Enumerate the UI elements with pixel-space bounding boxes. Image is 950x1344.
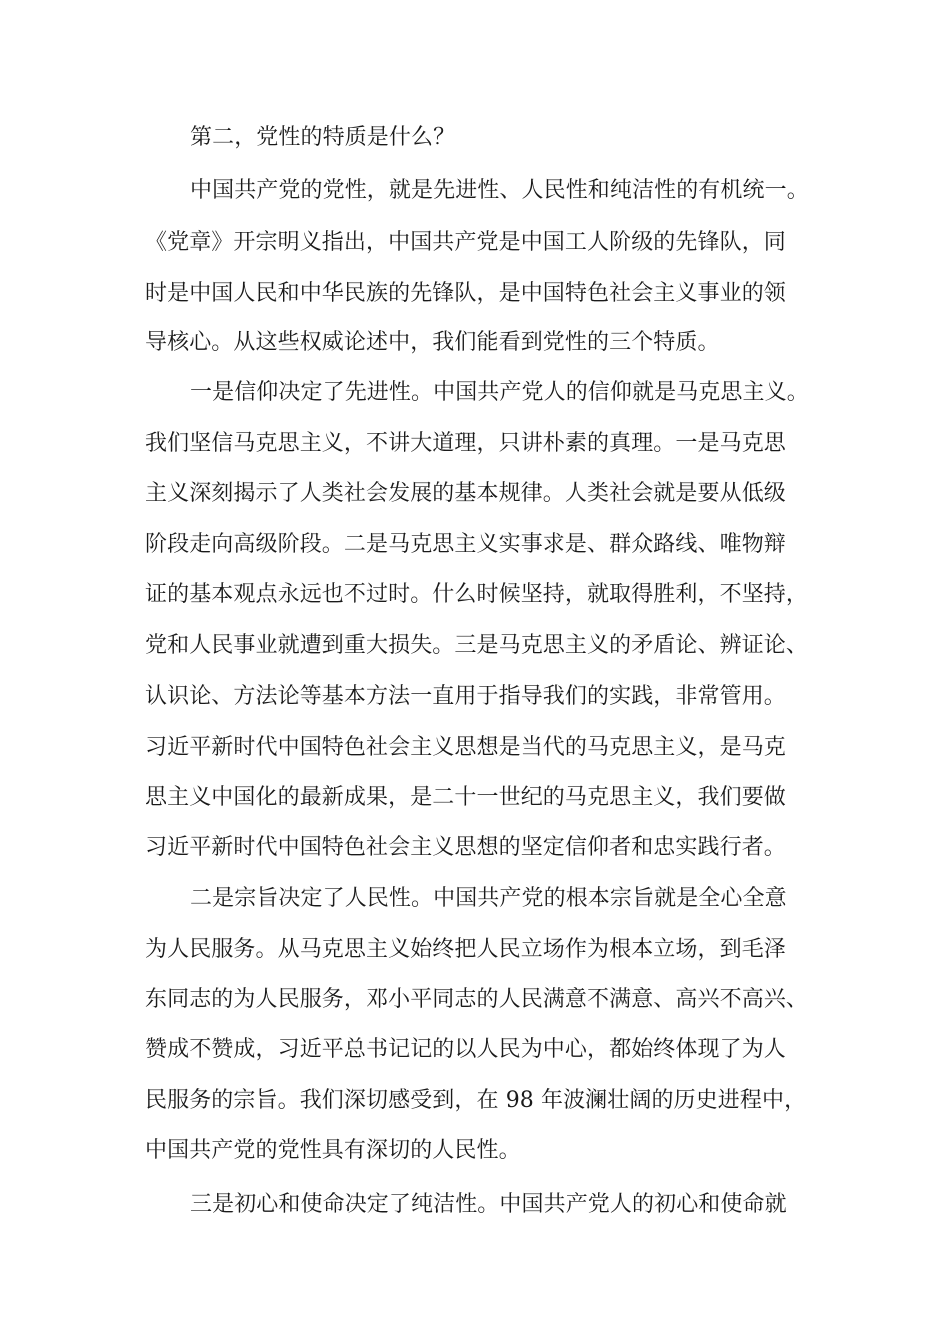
paragraph-line: 主义深刻揭示了人类社会发展的基本规律。人类社会就是要从低级 (145, 481, 786, 506)
paragraph-line: 《党章》开宗明义指出，中国共产党是中国工人阶级的先锋队，同 (145, 230, 786, 255)
paragraph-line: 认识论、方法论等基本方法一直用于指导我们的实践，非常管用。 (145, 684, 786, 709)
paragraph-line: 导核心。从这些权威论述中，我们能看到党性的三个特质。 (145, 330, 720, 355)
paragraph-line: 二是宗旨决定了人民性。中国共产党的根本宗旨就是全心全意 (190, 886, 787, 911)
paragraph-line: 我们坚信马克思主义，不讲大道理，只讲朴素的真理。一是马克思 (145, 431, 786, 456)
paragraph-line: 一是信仰决定了先进性。中国共产党人的信仰就是马克思主义。 (190, 380, 809, 405)
paragraph-line: 党和人民事业就遭到重大损失。三是马克思主义的矛盾论、辨证论、 (145, 633, 809, 658)
paragraph-line: 中国共产党的党性具有深切的人民性。 (145, 1138, 521, 1163)
paragraph-line: 三是初心和使命决定了纯洁性。中国共产党人的初心和使命就 (190, 1192, 787, 1217)
paragraph-line: 赞成不赞成，习近平总书记记的以人民为中心，都始终体现了为人 (145, 1037, 786, 1062)
section-heading: 第二，党性的特质是什么？ (190, 125, 456, 150)
paragraph-line: 阶段走向高级阶段。二是马克思主义实事求是、群众路线、唯物辩 (145, 532, 786, 557)
paragraph-line: 民服务的宗旨。我们深切感受到，在 98 年波澜壮阔的历史进程中， (145, 1088, 807, 1113)
paragraph-line: 证的基本观点永远也不过时。什么时候坚持，就取得胜利，不坚持， (145, 582, 809, 607)
paragraph-line: 中国共产党的党性，就是先进性、人民性和纯洁性的有机统一。 (190, 178, 809, 203)
paragraph-line: 习近平新时代中国特色社会主义思想的坚定信仰者和忠实践行者。 (145, 835, 786, 860)
paragraph-line: 东同志的为人民服务，邓小平同志的人民满意不满意、高兴不高兴、 (145, 987, 809, 1012)
paragraph-line: 习近平新时代中国特色社会主义思想是当代的马克思主义，是马克 (145, 735, 786, 760)
paragraph-line: 为人民服务。从马克思主义始终把人民立场作为根本立场，到毛泽 (145, 937, 786, 962)
paragraph-line: 思主义中国化的最新成果，是二十一世纪的马克思主义，我们要做 (145, 785, 786, 810)
paragraph-line: 时是中国人民和中华民族的先锋队，是中国特色社会主义事业的领 (145, 281, 786, 306)
